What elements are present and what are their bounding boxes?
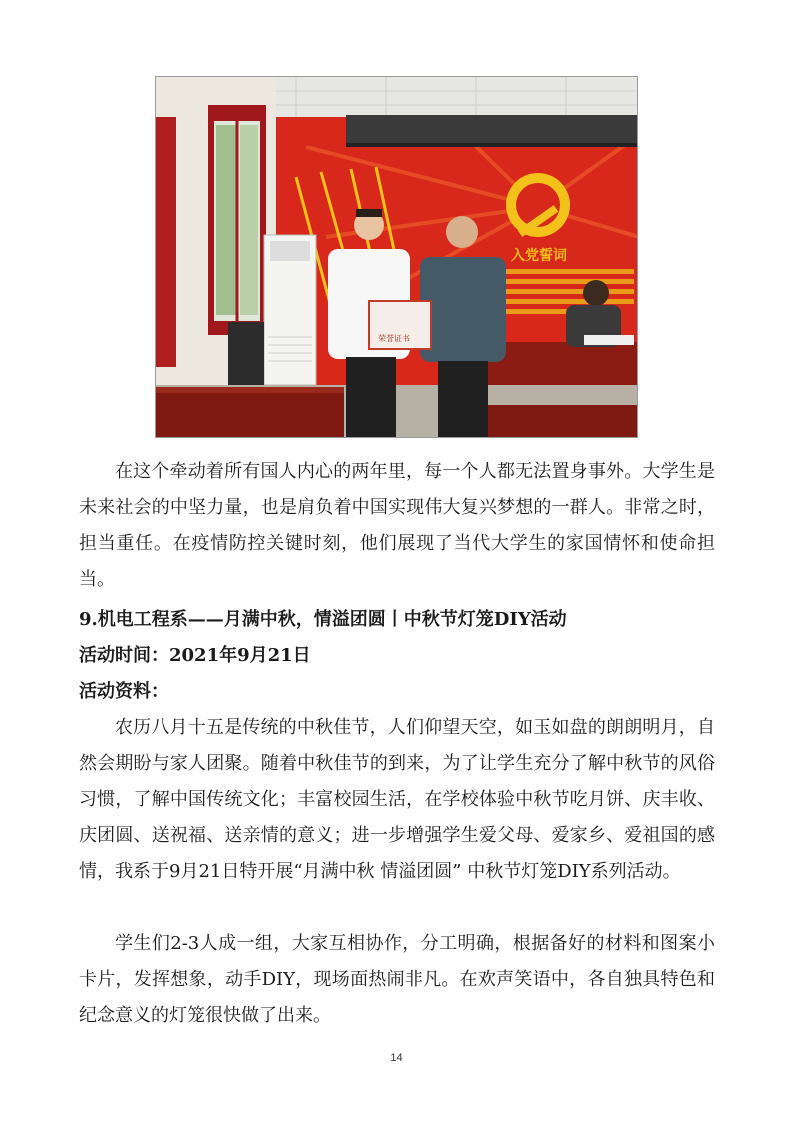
award-photo (155, 76, 638, 438)
page-number: 14 (390, 1052, 403, 1064)
paragraph-text: 在这个牵动着所有国人内心的两年里，每一个人都无法置身事外。大学生是未来社会的中坚力量，也是肩负着中国实现伟大复兴梦想的一群人。非常之时，担当重任。在疫情防控关键时刻，他们展现了当代大学生的家国情怀和使命担当。 (79, 461, 716, 590)
paragraph-text: 农历八月十五是传统的中秋佳节，人们仰望天空，如玉如盘的朗朗明月，自然会期盼与家人团聚。随着中秋佳节的到来，为了让学生充分了解中秋节的风俗习惯，了解中国传统文化；丰富校园生活，在学校体验中秋节吃月饼、庆丰收、庆团圆、送祝福、送亲情的意义；进一步增强学生爱父母、爱家乡、爱祖国的感情，我系于9月21日特开展“月满中秋 情溢团圆” 中秋节灯笼DIY系列活动。 (79, 717, 716, 882)
paragraph-lantern-making (79, 926, 715, 1034)
paragraph-text: 学生们2-3人成一组，大家互相协作，分工明确，根据备好的材料和图案小卡片，发挥想象，动手DIY，现场面热闹非凡。在欢声笑语中，各自独具特色和纪念意义的灯笼很快做了出来。 (79, 933, 715, 1026)
section-heading (79, 602, 715, 710)
paragraph-pandemic (79, 454, 715, 598)
activity-material-label: 活动资料： (79, 681, 169, 702)
poster-title: 入党誓词 (511, 248, 567, 264)
certificate-text: 荣誉证书 (378, 334, 410, 343)
section-title: 9.机电工程系——月满中秋，情溢团圆丨中秋节灯笼DIY活动 (79, 609, 567, 630)
activity-time: 活动时间：2021年9月21日 (79, 645, 311, 666)
paragraph-mid-autumn (79, 710, 715, 890)
